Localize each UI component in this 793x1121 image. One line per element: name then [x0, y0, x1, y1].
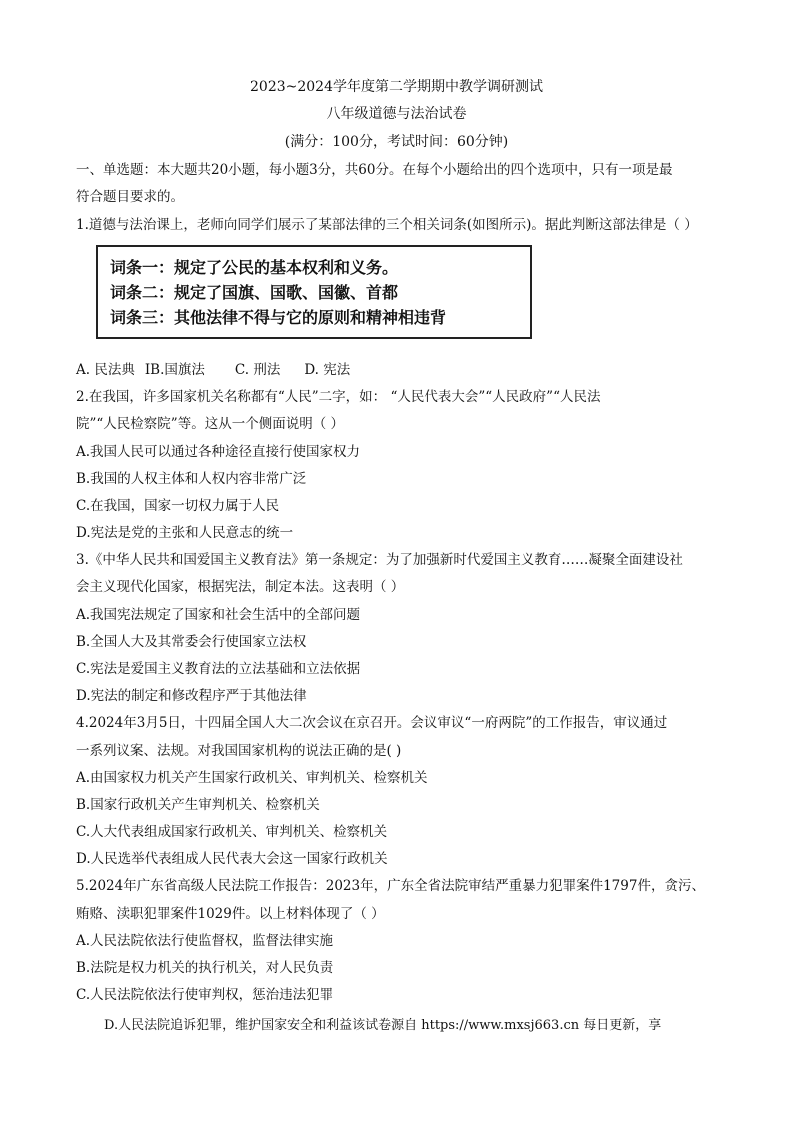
q2-option-a: A.我国人民可以通过各种途径直接行使国家权力	[76, 444, 361, 460]
q1-option-c: C. 刑法	[234, 362, 281, 378]
q5-option-a: A.人民法院依法行使监督权，监督法律实施	[76, 933, 334, 949]
q2-stem-line2: 院”“人民检察院”等。这从一个侧面说明（ ）	[76, 416, 344, 432]
q3-option-d: D.宪法的制定和修改程序严于其他法律	[76, 688, 307, 704]
q5-option-d: D.人民法院追诉犯罪，维护国家安全和利益该试卷源自 https://www.mxsj663.cn 每日更新，享	[104, 1018, 662, 1033]
q2-option-d: D.宪法是党的主张和人民意志的统一	[76, 525, 294, 541]
q4-option-c: C.人大代表组成国家行政机关、审判机关、检察机关	[76, 824, 388, 840]
q5-stem-line1: 5.2024年广东省高级人民法院工作报告：2023年，广东全省法院审结严重暴力犯罪案件1797件，贪污、	[76, 878, 705, 894]
q2-option-c: C.在我国，国家一切权力属于人民	[76, 498, 280, 514]
q1-entry-box	[96, 245, 532, 339]
section-instructions-line2: 符合题目要求的。	[76, 189, 184, 205]
q5-stem-line2: 贿赂、渎职犯罪案件1029件。以上材料体现了（ ）	[76, 906, 385, 922]
q5-option-c: C.人民法院依法行使审判权，惩治违法犯罪	[76, 987, 334, 1003]
section-instructions-line1: 一、单选题：本大题共20小题，每小题3分，共60分。在每个小题给出的四个选项中，只有一项是最	[76, 162, 673, 178]
exam-meta: (满分：100分，考试时间：60分钟)	[284, 134, 509, 150]
q1-option-a: A. 民法典	[76, 362, 135, 378]
q4-option-a: A.由国家权力机关产生国家行政机关、审判机关、检察机关	[76, 770, 428, 786]
q3-stem-line1: 3.《中华人民共和国爱国主义教育法》第一条规定：为了加强新时代爱国主义教育……凝聚全面建设社	[76, 552, 683, 568]
q1-entry-1: 词条一：规定了公民的基本权利和义务。	[110, 258, 399, 277]
exam-title: 2023~2024学年度第二学期期中教学调研测试	[250, 79, 543, 95]
q3-option-b: B.全国人大及其常委会行使国家立法权	[76, 634, 307, 650]
q3-stem-line2: 会主义现代化国家，根据宪法，制定本法。这表明（ ）	[76, 579, 405, 595]
exam-subtitle: 八年级道德与法治试卷	[326, 106, 467, 122]
q4-option-b: B.国家行政机关产生审判机关、检察机关	[76, 797, 320, 813]
q4-stem-line1: 4.2024年3月5日，十四届全国人大二次会议在京召开。会议审议“一府两院”的工作报告，审议通过	[76, 715, 668, 731]
q1-entry-2: 词条二：规定了国旗、国歌、国徽、首都	[110, 283, 399, 302]
q1-option-b: IB.国旗法	[144, 362, 205, 378]
q5-option-b: B.法院是权力机关的执行机关，对人民负责	[76, 960, 334, 976]
q2-option-b: B.我国的人权主体和人权内容非常广泛	[76, 471, 307, 487]
q1-stem: 1.道德与法治课上，老师向同学们展示了某部法律的三个相关词条(如图所示)。据此判断这部法律是（ ）	[76, 217, 698, 233]
q3-option-c: C.宪法是爱国主义教育法的立法基础和立法依据	[76, 661, 361, 677]
q1-options	[76, 358, 350, 378]
q1-entry-3: 词条三：其他法律不得与它的原则和精神相违背	[110, 308, 447, 327]
q4-stem-line2: 一系列议案、法规。对我国国家机构的说法正确的是( )	[76, 743, 402, 759]
q3-option-a: A.我国宪法规定了国家和社会生活中的全部问题	[76, 607, 361, 623]
q2-stem-line1: 2.在我国，许多国家机关名称都有“人民”二字，如： “人民代表大会”“人民政府”“人民法	[76, 389, 601, 405]
q4-option-d: D.人民选举代表组成人民代表大会这一国家行政机关	[76, 851, 388, 867]
q1-option-d: D. 宪法	[304, 362, 351, 378]
